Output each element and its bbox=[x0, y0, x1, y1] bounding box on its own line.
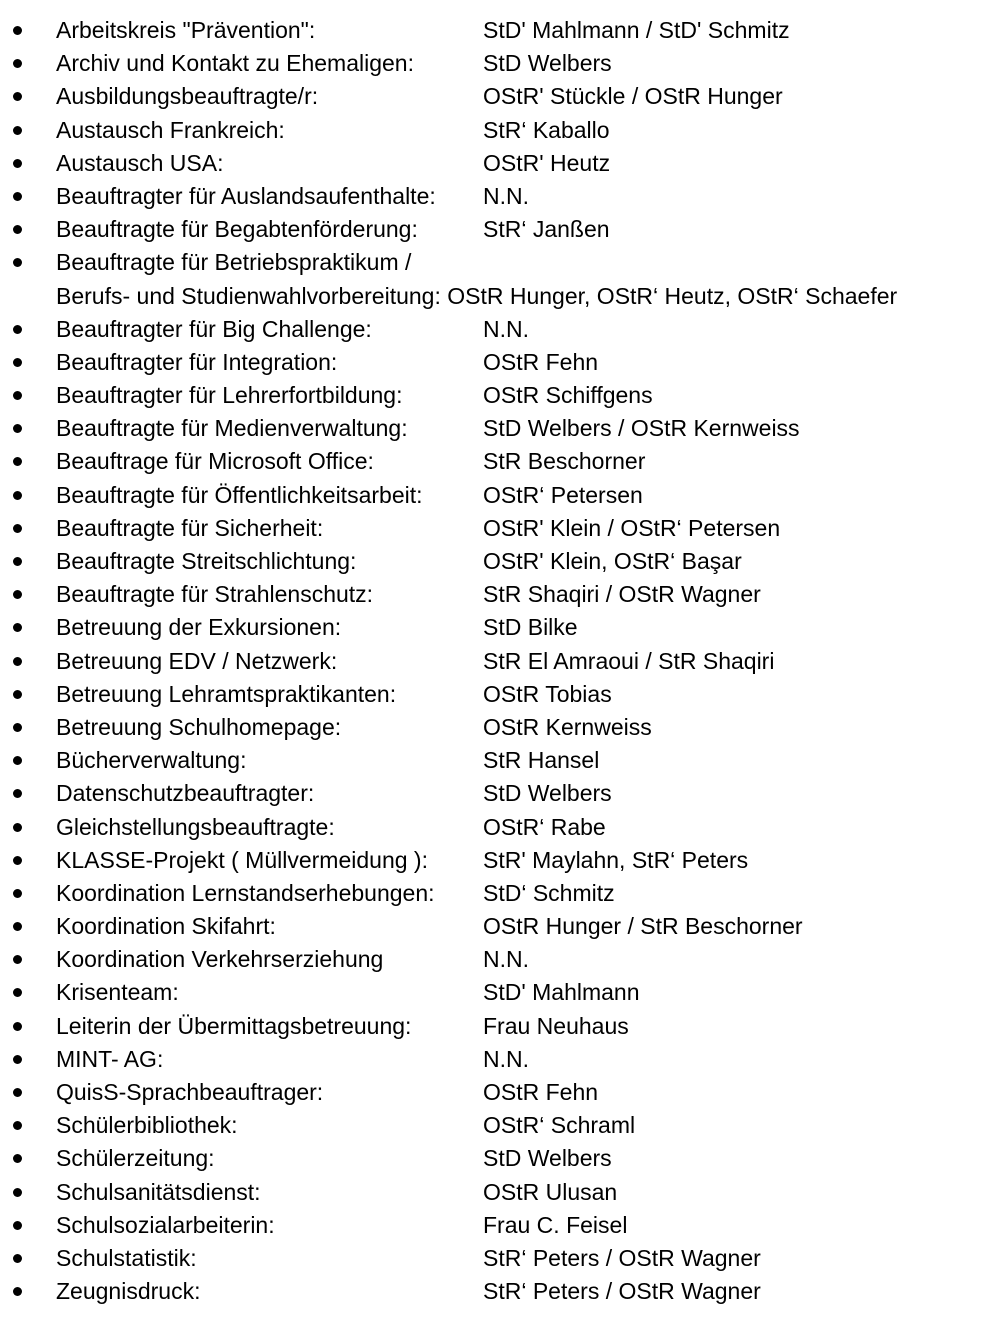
item-value: OStR‘ Petersen bbox=[483, 481, 643, 508]
item-label: Beauftragte für Strahlenschutz: bbox=[56, 581, 374, 608]
item-label: Schülerbibliothek: bbox=[56, 1112, 238, 1139]
list-item bbox=[0, 1043, 982, 1076]
item-value: StR‘ Janßen bbox=[483, 216, 610, 243]
bullet-icon bbox=[13, 225, 22, 234]
item-label: Betreuung der Exkursionen: bbox=[56, 614, 342, 641]
item-label: Koordination Verkehrserziehung bbox=[56, 946, 384, 973]
item-value: OStR‘ Schraml bbox=[483, 1112, 636, 1139]
bullet-icon bbox=[13, 1121, 22, 1130]
list-item bbox=[0, 1209, 982, 1242]
bullet-icon bbox=[13, 491, 22, 500]
bullet-icon bbox=[13, 623, 22, 632]
item-label: QuisS-Sprachbeauftrager: bbox=[56, 1079, 324, 1106]
bullet-icon bbox=[13, 1055, 22, 1064]
list-item bbox=[0, 114, 982, 147]
list-item bbox=[0, 844, 982, 877]
item-value: OStR Tobias bbox=[483, 680, 612, 707]
item-label: Beauftragter für Auslandsaufenthalte: bbox=[56, 182, 436, 209]
bullet-icon bbox=[13, 955, 22, 964]
list-item bbox=[0, 678, 982, 711]
bullet-icon bbox=[13, 823, 22, 832]
item-value: OStR Kernweiss bbox=[483, 713, 652, 740]
bullet-icon bbox=[13, 1188, 22, 1197]
item-label: Betreuung EDV / Netzwerk: bbox=[56, 647, 338, 674]
bullet-icon bbox=[13, 1022, 22, 1031]
list-item bbox=[0, 246, 982, 312]
list-item bbox=[0, 1109, 982, 1142]
list-item bbox=[0, 1242, 982, 1275]
item-label: Beauftragte Streitschlichtung: bbox=[56, 548, 357, 575]
list-item bbox=[0, 180, 982, 213]
bullet-icon bbox=[13, 690, 22, 699]
item-value: OStR' Heutz bbox=[483, 149, 611, 176]
list-item bbox=[0, 645, 982, 678]
list-item bbox=[0, 379, 982, 412]
item-label: Austausch Frankreich: bbox=[56, 116, 285, 143]
item-value: OStR‘ Rabe bbox=[483, 813, 606, 840]
bullet-icon bbox=[13, 756, 22, 765]
item-value: N.N. bbox=[483, 1045, 529, 1072]
list-item bbox=[0, 976, 982, 1009]
list-item bbox=[0, 545, 982, 578]
item-value: OStR' Stückle / OStR Hunger bbox=[483, 83, 783, 110]
item-value: StD‘ Schmitz bbox=[483, 879, 615, 906]
bullet-icon bbox=[13, 988, 22, 997]
item-value: OStR Ulusan bbox=[483, 1178, 618, 1205]
bullet-icon bbox=[13, 26, 22, 35]
responsibilities-list bbox=[0, 14, 982, 1308]
bullet-icon bbox=[13, 358, 22, 367]
item-label: Schülerzeitung: bbox=[56, 1145, 215, 1172]
list-item bbox=[0, 346, 982, 379]
list-item bbox=[0, 147, 982, 180]
item-label: Beauftrage für Microsoft Office: bbox=[56, 448, 374, 475]
bullet-icon bbox=[13, 159, 22, 168]
list-item bbox=[0, 777, 982, 810]
item-value: StR El Amraoui / StR Shaqiri bbox=[483, 647, 775, 674]
list-item bbox=[0, 1176, 982, 1209]
item-label: Arbeitskreis "Prävention": bbox=[56, 17, 316, 43]
item-label: Gleichstellungsbeauftragte: bbox=[56, 813, 335, 840]
item-value: StR‘ Kaballo bbox=[483, 116, 610, 143]
item-label: Betreuung Schulhomepage: bbox=[56, 713, 342, 740]
item-value: Frau C. Feisel bbox=[483, 1211, 628, 1238]
item-value: Frau Neuhaus bbox=[483, 1012, 629, 1039]
item-label: Schulsozialarbeiterin: bbox=[56, 1211, 275, 1238]
list-item bbox=[0, 943, 982, 976]
bullet-icon bbox=[13, 258, 22, 267]
item-value: StD Welbers bbox=[483, 1145, 612, 1172]
bullet-icon bbox=[13, 424, 22, 433]
list-item bbox=[0, 611, 982, 644]
list-item bbox=[0, 445, 982, 478]
bullet-icon bbox=[13, 1088, 22, 1097]
item-label: Beauftragte für Medienverwaltung: bbox=[56, 415, 408, 442]
item-label: Ausbildungsbeauftragte/r: bbox=[56, 83, 319, 110]
item-value: StR' Maylahn, StR‘ Peters bbox=[483, 846, 749, 873]
item-value: OStR Fehn bbox=[483, 1079, 599, 1106]
list-item bbox=[0, 512, 982, 545]
list-item bbox=[0, 1076, 982, 1109]
item-label: Austausch USA: bbox=[56, 149, 224, 176]
list-item bbox=[0, 213, 982, 246]
list-item bbox=[0, 811, 982, 844]
list-item bbox=[0, 744, 982, 777]
bullet-icon bbox=[13, 92, 22, 101]
bullet-icon bbox=[13, 922, 22, 931]
item-value: StD' Mahlmann bbox=[483, 979, 640, 1006]
item-label: Beauftragte für Betriebspraktikum / bbox=[56, 249, 412, 276]
item-label: Beauftragte für Begabtenförderung: bbox=[56, 216, 418, 243]
item-value: OStR' Klein, OStR‘ Başar bbox=[483, 548, 742, 575]
bullet-icon bbox=[13, 557, 22, 566]
bullet-icon bbox=[13, 856, 22, 865]
item-value: StR‘ Peters / OStR Wagner bbox=[483, 1278, 761, 1305]
bullet-icon bbox=[13, 126, 22, 135]
item-label: Bücherverwaltung: bbox=[56, 747, 247, 774]
bullet-icon bbox=[13, 1154, 22, 1163]
item-label-continuation: Berufs- und Studienwahlvorbereitung: OStR Hunger, OStR‘ Heutz, OStR‘ Schaefer bbox=[56, 282, 898, 309]
item-value: N.N. bbox=[483, 946, 529, 973]
item-value: OStR Schiffgens bbox=[483, 382, 653, 409]
item-label: Beauftragte für Öffentlichkeitsarbeit: bbox=[56, 481, 423, 508]
item-value: StD' Mahlmann / StD' Schmitz bbox=[483, 17, 790, 43]
list-item bbox=[0, 1142, 982, 1175]
item-label: Beauftragter für Integration: bbox=[56, 348, 338, 375]
item-value: N.N. bbox=[483, 315, 529, 342]
bullet-icon bbox=[13, 1287, 22, 1296]
list-item bbox=[0, 578, 982, 611]
item-label: Krisenteam: bbox=[56, 979, 179, 1006]
list-item bbox=[0, 711, 982, 744]
list-item bbox=[0, 479, 982, 512]
item-value: StR‘ Peters / OStR Wagner bbox=[483, 1244, 761, 1271]
item-label: Zeugnisdruck: bbox=[56, 1278, 201, 1305]
item-label: Betreuung Lehramtspraktikanten: bbox=[56, 680, 397, 707]
bullet-icon bbox=[13, 1221, 22, 1230]
list-item bbox=[0, 877, 982, 910]
item-value: StR Hansel bbox=[483, 747, 600, 774]
bullet-icon bbox=[13, 192, 22, 201]
item-label: Beauftragter für Lehrerfortbildung: bbox=[56, 382, 403, 409]
item-label: Archiv und Kontakt zu Ehemaligen: bbox=[56, 50, 414, 77]
bullet-icon bbox=[13, 325, 22, 334]
bullet-icon bbox=[13, 524, 22, 533]
list-item bbox=[0, 412, 982, 445]
item-value: StR Beschorner bbox=[483, 448, 646, 475]
list-item bbox=[0, 80, 982, 113]
item-value: OStR Hunger / StR Beschorner bbox=[483, 913, 803, 940]
item-label: Koordination Lernstandserhebungen: bbox=[56, 879, 435, 906]
item-value: StD Welbers bbox=[483, 50, 612, 77]
bullet-icon bbox=[13, 457, 22, 466]
item-label: Schulstatistik: bbox=[56, 1244, 197, 1271]
item-value: StD Bilke bbox=[483, 614, 578, 641]
item-label: Datenschutzbeauftragter: bbox=[56, 780, 315, 807]
item-label: Schulsanitätsdienst: bbox=[56, 1178, 261, 1205]
list-item bbox=[0, 1010, 982, 1043]
item-label: Beauftragter für Big Challenge: bbox=[56, 315, 372, 342]
item-value: StR Shaqiri / OStR Wagner bbox=[483, 581, 761, 608]
bullet-icon bbox=[13, 391, 22, 400]
item-label: Beauftragte für Sicherheit: bbox=[56, 514, 324, 541]
bullet-icon bbox=[13, 657, 22, 666]
item-label: MINT- AG: bbox=[56, 1045, 164, 1072]
bullet-icon bbox=[13, 590, 22, 599]
item-label: Leiterin der Übermittagsbetreuung: bbox=[56, 1012, 412, 1039]
bullet-icon bbox=[13, 789, 22, 798]
item-value: StD Welbers / OStR Kernweiss bbox=[483, 415, 800, 442]
bullet-icon bbox=[13, 723, 22, 732]
list-item bbox=[0, 313, 982, 346]
list-item bbox=[0, 14, 982, 47]
list-item bbox=[0, 1275, 982, 1308]
item-label: Koordination Skifahrt: bbox=[56, 913, 276, 940]
item-value: StD Welbers bbox=[483, 780, 612, 807]
bullet-icon bbox=[13, 59, 22, 68]
item-label: KLASSE-Projekt ( Müllvermeidung ): bbox=[56, 846, 428, 873]
bullet-icon bbox=[13, 889, 22, 898]
item-value: OStR Fehn bbox=[483, 348, 599, 375]
list-item bbox=[0, 910, 982, 943]
list-item bbox=[0, 47, 982, 80]
bullet-icon bbox=[13, 1254, 22, 1263]
item-value: N.N. bbox=[483, 182, 529, 209]
item-value: OStR' Klein / OStR‘ Petersen bbox=[483, 514, 781, 541]
